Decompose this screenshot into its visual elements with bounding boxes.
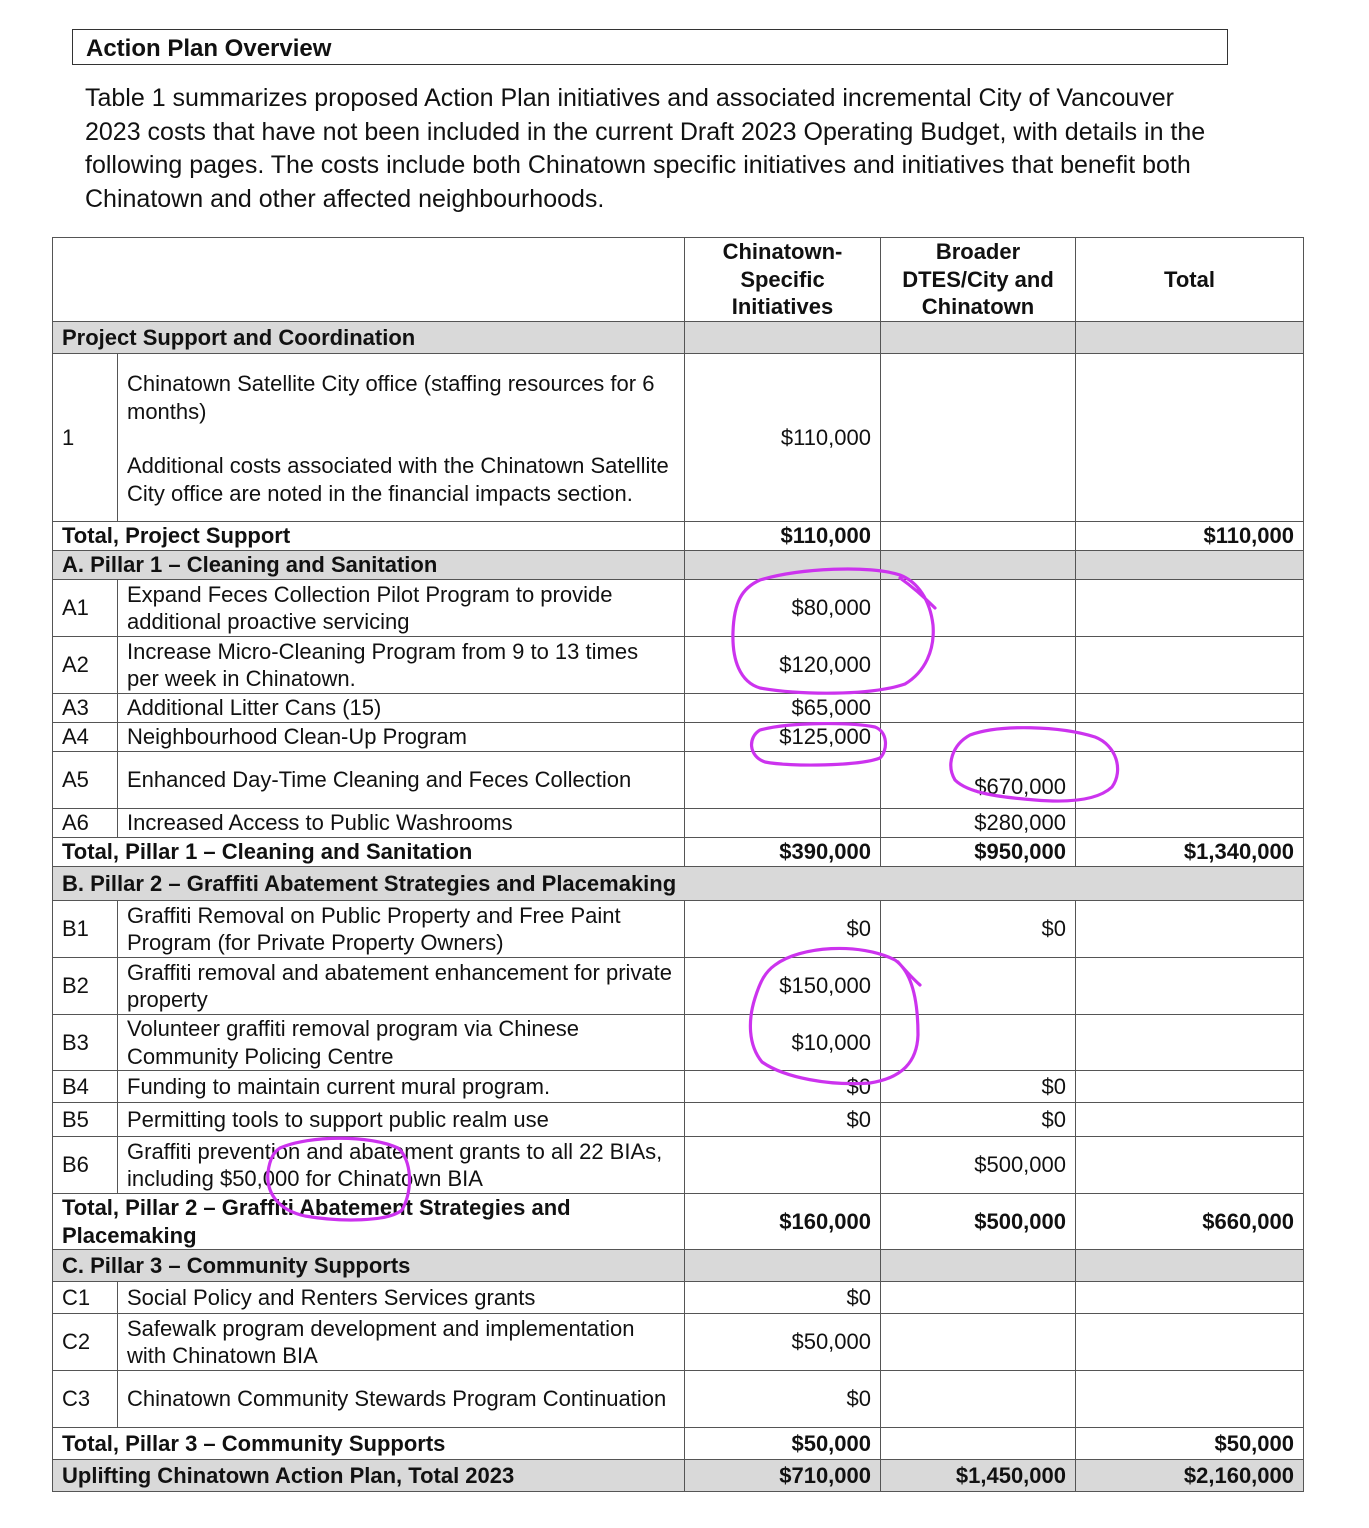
- row-id: A6: [53, 809, 118, 838]
- row-id: B6: [53, 1137, 118, 1194]
- row-description: Graffiti prevention and abatement grants to all 22 BIAs, including $50,000 for Chinatown BIA: [118, 1137, 685, 1194]
- row-id: C2: [53, 1314, 118, 1371]
- total-label: Total, Project Support: [53, 522, 685, 551]
- total-label: Total, Pillar 3 – Community Supports: [53, 1428, 685, 1460]
- table-row: [53, 1282, 1304, 1314]
- section-row: [53, 322, 1304, 354]
- total-chinatown: $50,000: [685, 1428, 881, 1460]
- row-id: B1: [53, 901, 118, 958]
- row-broader-value: $280,000: [881, 809, 1076, 838]
- row-chinatown-value: $0: [685, 901, 881, 958]
- table-row: [53, 637, 1304, 694]
- grand-total-total: $2,160,000: [1076, 1460, 1304, 1492]
- row-chinatown-value: $110,000: [685, 354, 881, 522]
- row-description: Graffiti removal and abatement enhancement for private property: [118, 958, 685, 1015]
- grand-total-label: Uplifting Chinatown Action Plan, Total 2023: [53, 1460, 685, 1492]
- row-description: Chinatown Community Stewards Program Continuation: [118, 1371, 685, 1428]
- row-description: Funding to maintain current mural program.: [118, 1071, 685, 1103]
- row-description-note: Additional costs associated with the Chinatown Satellite City office are noted in the financial impacts section.: [127, 453, 669, 506]
- total-chinatown: $160,000: [685, 1194, 881, 1250]
- row-id: A3: [53, 694, 118, 723]
- row-description: Neighbourhood Clean-Up Program: [118, 723, 685, 752]
- row-description: Increase Micro-Cleaning Program from 9 to 13 times per week in Chinatown.: [118, 637, 685, 694]
- total-total: $110,000: [1076, 522, 1304, 551]
- section-title: C. Pillar 3 – Community Supports: [53, 1250, 685, 1282]
- col-header-broader: Broader DTES/City and Chinatown: [881, 238, 1076, 322]
- row-id: A2: [53, 637, 118, 694]
- table-row: [53, 901, 1304, 958]
- table-row: [53, 958, 1304, 1015]
- total-row: [53, 838, 1304, 867]
- table-row: [53, 354, 1304, 522]
- row-chinatown-value: $0: [685, 1282, 881, 1314]
- table-row: [53, 1103, 1304, 1137]
- table-row: [53, 809, 1304, 838]
- section-row: [53, 867, 1304, 901]
- header-blank-cell: [53, 238, 685, 322]
- grand-total-chinatown: $710,000: [685, 1460, 881, 1492]
- row-broader-value: $500,000: [881, 1137, 1076, 1194]
- total-label: Total, Pillar 2 – Graffiti Abatement Strategies and Placemaking: [53, 1194, 685, 1250]
- table-row: [53, 1071, 1304, 1103]
- table-row: [53, 1371, 1304, 1428]
- table-row: [53, 580, 1304, 637]
- row-id: A1: [53, 580, 118, 637]
- table-header-row: [53, 238, 1304, 322]
- grand-total-broader: $1,450,000: [881, 1460, 1076, 1492]
- row-description: Graffiti Removal on Public Property and Free Paint Program (for Private Property Owners): [118, 901, 685, 958]
- total-row: [53, 522, 1304, 551]
- row-chinatown-value: $150,000: [685, 958, 881, 1015]
- table-row: [53, 723, 1304, 752]
- row-chinatown-value: $50,000: [685, 1314, 881, 1371]
- table-row: [53, 1137, 1304, 1194]
- row-description: Safewalk program development and implementation with Chinatown BIA: [118, 1314, 685, 1371]
- row-description: Additional Litter Cans (15): [118, 694, 685, 723]
- table-row: [53, 694, 1304, 723]
- row-id: 1: [53, 354, 118, 522]
- page-title: Action Plan Overview: [86, 35, 332, 62]
- grand-total-row: [53, 1460, 1304, 1492]
- row-id: B5: [53, 1103, 118, 1137]
- row-description: Permitting tools to support public realm use: [118, 1103, 685, 1137]
- row-description: [118, 354, 685, 522]
- intro-paragraph: Table 1 summarizes proposed Action Plan initiatives and associated incremental City of Vancouver 2023 costs that have not been included in the current Draft 2023 Operating Budget, with details in the following pages. The costs include both Chinatown specific initiatives and initiatives that benefit both Chinatown and other affected neighbourhoods.: [85, 84, 1206, 213]
- row-description: Increased Access to Public Washrooms: [118, 809, 685, 838]
- total-chinatown: $110,000: [685, 522, 881, 551]
- total-total: $660,000: [1076, 1194, 1304, 1250]
- row-broader-value: $0: [881, 901, 1076, 958]
- row-chinatown-value: $0: [685, 1071, 881, 1103]
- table-row: [53, 1314, 1304, 1371]
- row-id: C3: [53, 1371, 118, 1428]
- total-row: [53, 1428, 1304, 1460]
- row-description: Volunteer graffiti removal program via Chinese Community Policing Centre: [118, 1015, 685, 1071]
- heading-box: [72, 29, 1228, 65]
- row-id: B4: [53, 1071, 118, 1103]
- total-chinatown: $390,000: [685, 838, 881, 867]
- col-header-chinatown: Chinatown-Specific Initiatives: [685, 238, 881, 322]
- row-chinatown-value: $0: [685, 1103, 881, 1137]
- row-chinatown-value: $120,000: [685, 637, 881, 694]
- row-id: C1: [53, 1282, 118, 1314]
- row-chinatown-value: $125,000: [685, 723, 881, 752]
- table-row: [53, 752, 1304, 809]
- row-description: Social Policy and Renters Services grants: [118, 1282, 685, 1314]
- row-id: A4: [53, 723, 118, 752]
- total-row: [53, 1194, 1304, 1250]
- col-header-total: Total: [1076, 238, 1304, 322]
- table-row: [53, 1015, 1304, 1071]
- total-total: $1,340,000: [1076, 838, 1304, 867]
- section-title: A. Pillar 1 – Cleaning and Sanitation: [53, 551, 685, 580]
- action-plan-table: [52, 237, 1304, 1492]
- row-broader-value: $0: [881, 1071, 1076, 1103]
- total-broader: $500,000: [881, 1194, 1076, 1250]
- row-id: B2: [53, 958, 118, 1015]
- row-broader-value: $670,000: [881, 752, 1076, 809]
- row-chinatown-value: $65,000: [685, 694, 881, 723]
- section-title: B. Pillar 2 – Graffiti Abatement Strategies and Placemaking: [53, 867, 1304, 901]
- row-chinatown-value: $0: [685, 1371, 881, 1428]
- row-description: Enhanced Day-Time Cleaning and Feces Collection: [118, 752, 685, 809]
- row-id: B3: [53, 1015, 118, 1071]
- section-row: [53, 551, 1304, 580]
- section-title: Project Support and Coordination: [53, 322, 685, 354]
- section-row: [53, 1250, 1304, 1282]
- row-chinatown-value: $80,000: [685, 580, 881, 637]
- total-label: Total, Pillar 1 – Cleaning and Sanitation: [53, 838, 685, 867]
- total-total: $50,000: [1076, 1428, 1304, 1460]
- total-broader: $950,000: [881, 838, 1076, 867]
- row-chinatown-value: $10,000: [685, 1015, 881, 1071]
- row-id: A5: [53, 752, 118, 809]
- row-broader-value: $0: [881, 1103, 1076, 1137]
- row-description: Expand Feces Collection Pilot Program to provide additional proactive servicing: [118, 580, 685, 637]
- row-description-main: Chinatown Satellite City office (staffing resources for 6 months): [127, 371, 655, 424]
